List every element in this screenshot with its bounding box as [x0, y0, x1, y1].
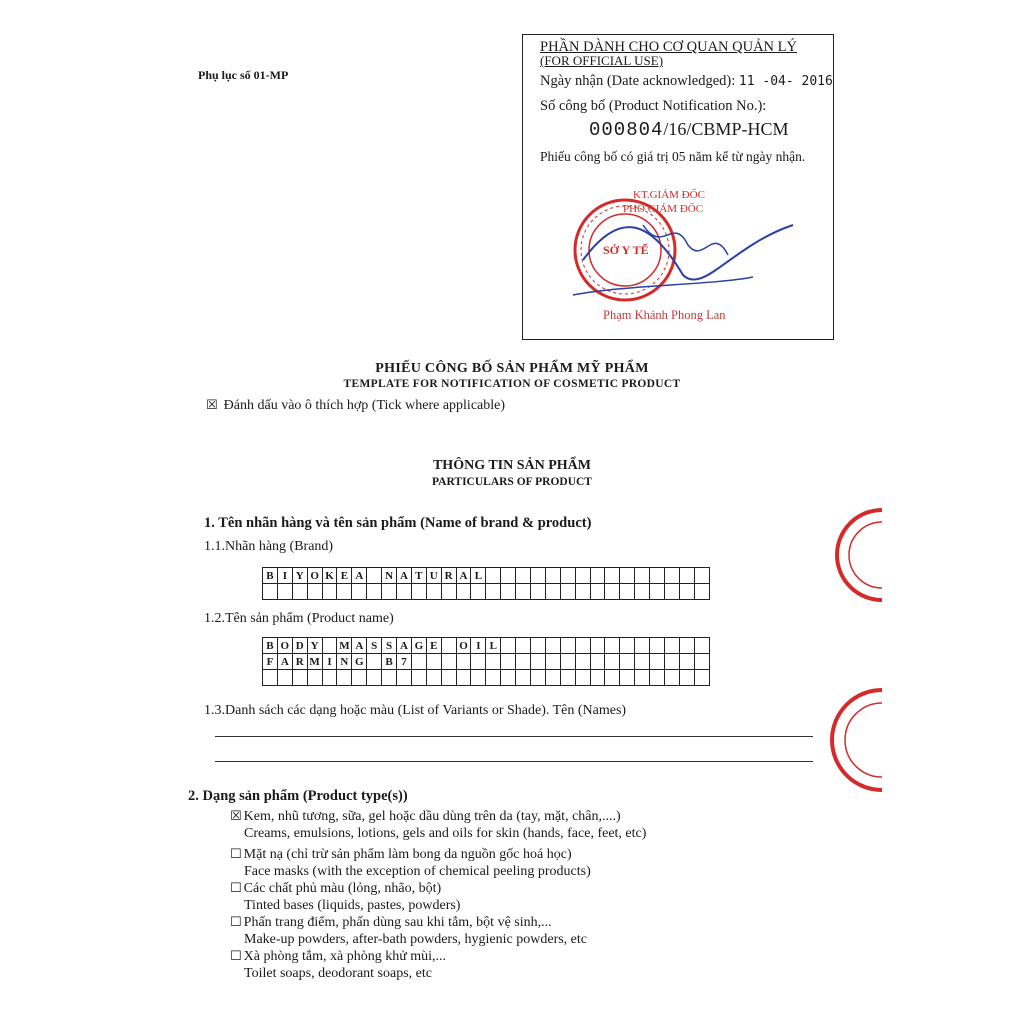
grid-cell: [694, 654, 709, 670]
grid-cell: [307, 584, 322, 600]
grid-cell: [650, 568, 665, 584]
official-use-box: [522, 34, 834, 340]
grid-cell: S: [367, 638, 382, 654]
grid-cell: [322, 638, 337, 654]
section1-heading: 1. Tên nhãn hàng và tên sản phẩm (Name of brand & product): [204, 515, 592, 531]
grid-cell: [411, 584, 426, 600]
option-label-vn: Kem, nhũ tương, sữa, gel hoặc dầu dùng trên da (tay, mặt, chân,....): [243, 809, 621, 824]
grid-cell: [307, 670, 322, 686]
grid-cell: R: [292, 654, 307, 670]
grid-cell: I: [471, 638, 486, 654]
product-name-grid: [262, 637, 710, 686]
product-type-option: [230, 914, 587, 948]
grid-cell: [337, 584, 352, 600]
tick-checkbox-icon: ☒: [206, 398, 218, 413]
grid-cell: [531, 638, 546, 654]
grid-cell: L: [471, 568, 486, 584]
grid-cell: N: [382, 568, 397, 584]
grid-cell: [322, 670, 337, 686]
grid-cell: [590, 568, 605, 584]
grid-cell: [665, 670, 680, 686]
grid-cell: [486, 670, 501, 686]
grid-cell: [426, 670, 441, 686]
grid-cell: [665, 638, 680, 654]
product-type-row: [230, 914, 587, 931]
grid-cell: [471, 584, 486, 600]
grid-cell: [501, 568, 516, 584]
grid-row: [263, 568, 710, 584]
grid-row: [263, 638, 710, 654]
option-label-en: Toilet soaps, deodorant soaps, etc: [244, 966, 432, 981]
grid-cell: [665, 568, 680, 584]
option-label-en: Make-up powders, after-bath powders, hygienic powders, etc: [244, 932, 587, 947]
grid-cell: [516, 568, 531, 584]
grid-cell: [605, 584, 620, 600]
option-label-vn: Mặt nạ (chỉ trừ sản phẩm làm bong da nguồn gốc hoá học): [243, 847, 572, 862]
grid-cell: K: [322, 568, 337, 584]
option-checkbox-icon: ☒: [230, 809, 242, 824]
grid-cell: [545, 654, 560, 670]
grid-cell: [694, 670, 709, 686]
grid-cell: [292, 670, 307, 686]
date-label: Ngày nhận (Date acknowledged):: [540, 73, 736, 89]
grid-cell: [590, 638, 605, 654]
grid-cell: [575, 568, 590, 584]
grid-cell: [263, 670, 278, 686]
official-heading-vn: PHẦN DÀNH CHO CƠ QUAN QUẢN LÝ: [540, 39, 797, 55]
grid-cell: T: [411, 568, 426, 584]
option-checkbox-icon: ☐: [230, 847, 242, 862]
grid-cell: [486, 584, 501, 600]
option-label-vn: Xà phòng tắm, xà phòng khử mùi,...: [243, 949, 447, 964]
option-label-vn: Phấn trang điểm, phấn dùng sau khi tắm, bột vệ sinh,...: [243, 915, 552, 930]
product-type-option: [230, 880, 460, 914]
grid-cell: [501, 670, 516, 686]
grid-cell: B: [263, 568, 278, 584]
grid-cell: [516, 638, 531, 654]
grid-cell: [650, 654, 665, 670]
grid-cell: [456, 654, 471, 670]
grid-cell: [531, 670, 546, 686]
grid-cell: G: [411, 638, 426, 654]
form-title-en: TEMPLATE FOR NOTIFICATION OF COSMETIC PRODUCT: [343, 378, 681, 390]
grid-cell: [560, 584, 575, 600]
grid-cell: [679, 568, 694, 584]
grid-cell: [650, 584, 665, 600]
grid-cell: A: [352, 638, 367, 654]
grid-cell: [501, 654, 516, 670]
grid-cell: [605, 670, 620, 686]
grid-cell: S: [382, 638, 397, 654]
grid-cell: [605, 568, 620, 584]
grid-cell: [635, 584, 650, 600]
seal-text: SỞ Y TẾ: [603, 243, 649, 257]
grid-cell: [516, 654, 531, 670]
edge-seal-upper-icon: [837, 510, 882, 600]
option-checkbox-icon: ☐: [230, 881, 242, 896]
grid-cell: [471, 670, 486, 686]
grid-cell: [575, 670, 590, 686]
notification-suffix: /16/CBMP-HCM: [663, 119, 789, 139]
grid-cell: B: [382, 654, 397, 670]
grid-cell: [441, 638, 456, 654]
grid-cell: [411, 654, 426, 670]
grid-cell: [367, 654, 382, 670]
grid-cell: [501, 584, 516, 600]
variants-line-2: [215, 761, 813, 762]
option-checkbox-icon: ☐: [230, 915, 242, 930]
grid-cell: O: [456, 638, 471, 654]
product-type-row: [230, 948, 446, 965]
grid-cell: [531, 568, 546, 584]
grid-cell: [620, 654, 635, 670]
grid-cell: [277, 584, 292, 600]
product-type-option: [230, 846, 591, 880]
grid-cell: D: [292, 638, 307, 654]
variants-label: 1.3.Danh sách các dạng hoặc màu (List of Variants or Shade). Tên (Names): [204, 703, 627, 718]
grid-row: [263, 670, 710, 686]
grid-cell: [367, 670, 382, 686]
grid-cell: [590, 584, 605, 600]
grid-cell: M: [337, 638, 352, 654]
tick-note: Đánh dấu vào ô thích hợp (Tick where applicable): [223, 398, 506, 413]
grid-cell: [605, 654, 620, 670]
notification-number-row: [589, 119, 788, 141]
grid-cell: [560, 670, 575, 686]
brand-label: 1.1.Nhãn hàng (Brand): [204, 539, 334, 554]
grid-cell: [679, 638, 694, 654]
signer-title-1: KT.GIÁM ĐỐC: [633, 189, 705, 201]
grid-cell: A: [352, 568, 367, 584]
grid-cell: L: [486, 638, 501, 654]
grid-cell: [382, 584, 397, 600]
product-type-row: [230, 880, 460, 897]
grid-cell: [397, 670, 412, 686]
grid-cell: [620, 584, 635, 600]
grid-cell: O: [307, 568, 322, 584]
grid-cell: [411, 670, 426, 686]
grid-cell: [665, 584, 680, 600]
grid-cell: [456, 670, 471, 686]
grid-cell: [426, 584, 441, 600]
grid-cell: [635, 568, 650, 584]
grid-cell: A: [397, 638, 412, 654]
grid-cell: 7: [397, 654, 412, 670]
grid-cell: [441, 654, 456, 670]
grid-cell: [590, 654, 605, 670]
grid-cell: [367, 568, 382, 584]
product-type-option: [230, 948, 446, 982]
grid-cell: [650, 670, 665, 686]
grid-cell: [322, 584, 337, 600]
product-type-row: [230, 846, 591, 863]
grid-cell: A: [277, 654, 292, 670]
grid-cell: [560, 568, 575, 584]
particulars-heading-vn: THÔNG TIN SẢN PHẨM: [432, 458, 592, 473]
grid-row: [263, 584, 710, 600]
date-acknowledged-row: [540, 73, 833, 90]
option-label-en: Creams, emulsions, lotions, gels and oils for skin (hands, face, feet, etc): [244, 826, 647, 841]
grid-cell: [352, 670, 367, 686]
grid-cell: [337, 670, 352, 686]
notification-label: Số công bố (Product Notification No.):: [540, 98, 767, 114]
edge-stamps: [822, 500, 882, 810]
validity-note: Phiếu công bố có giá trị 05 năm kể từ ngày nhận.: [540, 149, 806, 164]
option-checkbox-icon: ☐: [230, 949, 242, 964]
grid-cell: [441, 584, 456, 600]
grid-row: [263, 654, 710, 670]
notification-number: 000804: [589, 119, 664, 141]
grid-cell: [397, 584, 412, 600]
grid-cell: E: [337, 568, 352, 584]
grid-cell: [575, 638, 590, 654]
grid-cell: O: [277, 638, 292, 654]
grid-cell: [620, 638, 635, 654]
grid-cell: [620, 568, 635, 584]
grid-cell: [531, 584, 546, 600]
grid-cell: [560, 638, 575, 654]
particulars-heading-en: PARTICULARS OF PRODUCT: [432, 476, 592, 488]
grid-cell: [694, 584, 709, 600]
grid-cell: [635, 654, 650, 670]
signer-name: Phạm Khánh Phong Lan: [603, 308, 726, 322]
product-type-option: [230, 808, 646, 842]
form-title-vn: PHIẾU CÔNG BỐ SẢN PHẨM MỸ PHẨM: [375, 361, 649, 376]
section2-heading: 2. Dạng sản phẩm (Product type(s)): [188, 788, 408, 804]
grid-cell: [486, 654, 501, 670]
grid-cell: [694, 638, 709, 654]
grid-cell: [545, 568, 560, 584]
product-type-row: [230, 808, 646, 825]
grid-cell: [292, 584, 307, 600]
grid-cell: [620, 670, 635, 686]
grid-cell: [560, 654, 575, 670]
grid-cell: [665, 654, 680, 670]
grid-cell: [352, 584, 367, 600]
annex-label: Phụ lục số 01-MP: [198, 68, 289, 82]
grid-cell: [263, 584, 278, 600]
brand-grid: [262, 567, 710, 600]
grid-cell: I: [277, 568, 292, 584]
grid-cell: [679, 670, 694, 686]
grid-cell: [516, 670, 531, 686]
grid-cell: [575, 584, 590, 600]
official-heading-en: (FOR OFFICIAL USE): [540, 53, 664, 68]
grid-cell: [501, 638, 516, 654]
product-name-label: 1.2.Tên sản phẩm (Product name): [204, 611, 394, 626]
grid-cell: [545, 670, 560, 686]
grid-cell: [516, 584, 531, 600]
grid-cell: N: [337, 654, 352, 670]
grid-cell: Y: [307, 638, 322, 654]
grid-cell: F: [263, 654, 278, 670]
grid-cell: [679, 654, 694, 670]
edge-seal-lower-icon: [832, 690, 882, 790]
grid-cell: [277, 670, 292, 686]
grid-cell: [650, 638, 665, 654]
grid-cell: [367, 584, 382, 600]
grid-cell: [575, 654, 590, 670]
grid-cell: [545, 584, 560, 600]
grid-cell: [456, 584, 471, 600]
option-label-vn: Các chất phủ màu (lỏng, nhão, bột): [243, 881, 442, 896]
grid-cell: [605, 638, 620, 654]
grid-cell: G: [352, 654, 367, 670]
grid-cell: [635, 670, 650, 686]
grid-cell: [471, 654, 486, 670]
option-label-en: Tinted bases (liquids, pastes, powders): [244, 898, 461, 913]
grid-cell: M: [307, 654, 322, 670]
grid-cell: [545, 638, 560, 654]
grid-cell: A: [397, 568, 412, 584]
signer-title-2: PHÓ GIÁM ĐỐC: [623, 203, 704, 215]
grid-cell: B: [263, 638, 278, 654]
grid-cell: [679, 584, 694, 600]
grid-cell: Y: [292, 568, 307, 584]
option-label-en: Face masks (with the exception of chemical peeling products): [244, 864, 591, 879]
grid-cell: [426, 654, 441, 670]
variants-line-1: [215, 736, 813, 737]
grid-cell: E: [426, 638, 441, 654]
grid-cell: [635, 638, 650, 654]
grid-cell: [531, 654, 546, 670]
grid-cell: [441, 670, 456, 686]
tick-note-row: [206, 398, 505, 414]
grid-cell: [590, 670, 605, 686]
date-value: 11 -04- 2016: [738, 74, 833, 89]
grid-cell: I: [322, 654, 337, 670]
grid-cell: U: [426, 568, 441, 584]
grid-cell: [382, 670, 397, 686]
grid-cell: [486, 568, 501, 584]
grid-cell: A: [456, 568, 471, 584]
grid-cell: R: [441, 568, 456, 584]
grid-cell: [694, 568, 709, 584]
